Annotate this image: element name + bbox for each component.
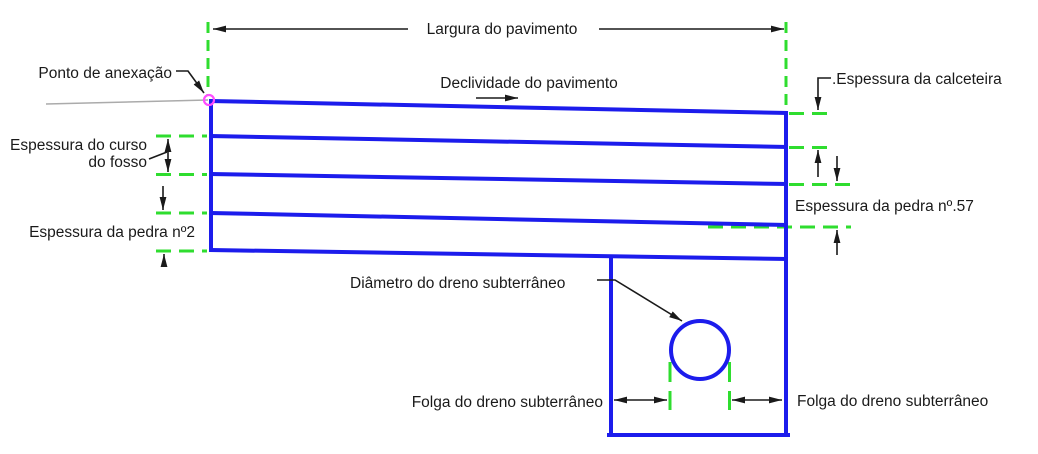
reference-lines — [46, 100, 208, 104]
folga-left-label: Folga do dreno subterrâneo — [411, 394, 603, 411]
pavement-layer-line-4 — [211, 213, 786, 225]
pedra-n2-label: Espessura da pedra nº2 — [29, 224, 195, 241]
folga-right-label: Folga do dreno subterrâneo — [797, 393, 989, 410]
annotation-ponto-anexacao — [38, 65, 204, 93]
dimension-calceteira — [818, 71, 1002, 177]
annotation-diametro-dreno — [350, 275, 682, 321]
dimension-pedra-n2 — [29, 186, 195, 266]
pavement-bottom-edge — [211, 250, 786, 259]
pavement-structure — [211, 101, 788, 435]
pedra-n57-label: Espessura da pedra nº.57 — [795, 198, 974, 215]
annotation-declividade — [440, 75, 618, 98]
curso-fosso-label-line1: Espessura do curso — [10, 137, 147, 154]
ground-reference-line — [46, 100, 208, 104]
dimension-curso-fosso — [10, 137, 168, 172]
calceteira-label: .Espessura da calceteira — [832, 71, 1002, 88]
dimension-pedra-n57 — [795, 151, 974, 255]
declividade-label: Declividade do pavimento — [440, 75, 618, 92]
dimension-folga-left — [412, 394, 667, 411]
pavement-layer-line-2 — [211, 136, 786, 147]
diametro-dreno-label: Diâmetro do dreno subterrâneo — [350, 275, 566, 292]
dimension-largura — [213, 21, 784, 38]
ponto-anexacao-leader — [176, 71, 204, 93]
pavement-top-edge — [211, 101, 786, 113]
dimension-folga-right — [732, 393, 988, 410]
curso-fosso-label-line2: do fosso — [88, 154, 147, 171]
pavement-layer-line-3 — [211, 174, 786, 184]
curso-fosso-leader — [149, 152, 167, 159]
largura-label: Largura do pavimento — [426, 21, 578, 38]
ponto-anexacao-label: Ponto de anexação — [38, 65, 172, 82]
drain-pipe-circle — [671, 321, 729, 379]
calceteira-leader-arrow — [818, 78, 831, 110]
